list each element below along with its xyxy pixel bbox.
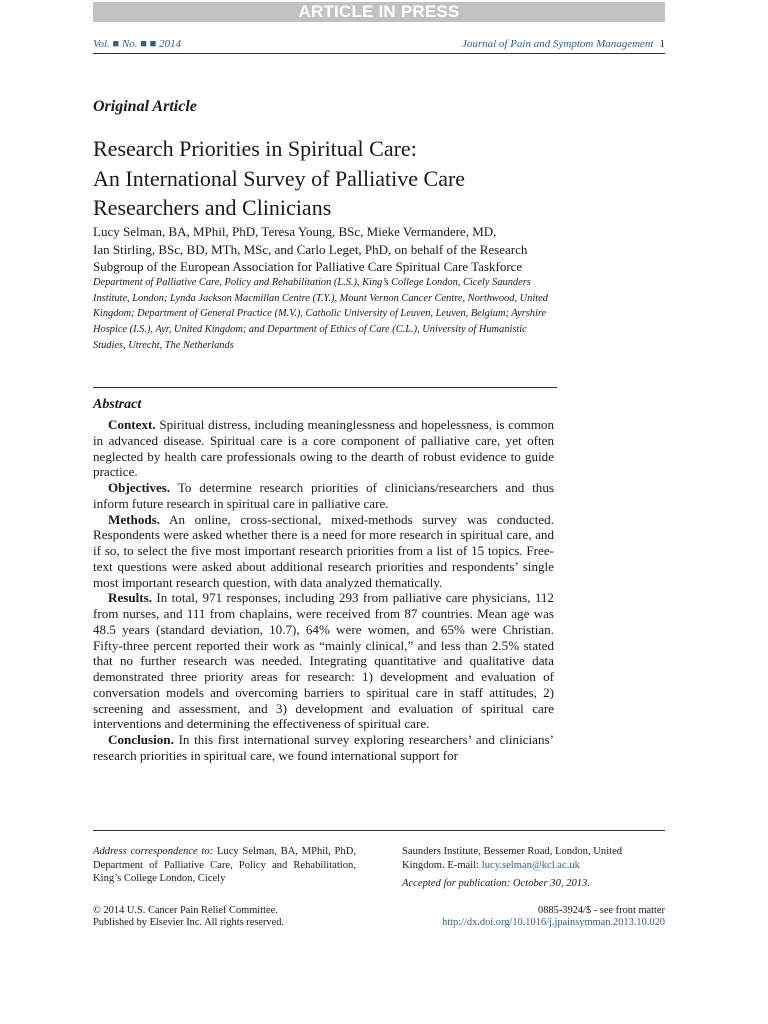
abstract-body: [93, 417, 554, 764]
footnote-divider: [93, 830, 665, 831]
author-line: Subgroup of the European Association for Palliative Care Spiritual Care Taskforce: [93, 259, 523, 275]
abstract-paragraph-methods: [93, 512, 554, 591]
copyright-line: © 2014 U.S. Cancer Pain Relief Committee.: [93, 905, 278, 916]
abstract-paragraph-conclusion: [93, 732, 554, 764]
abstract-heading: Abstract: [93, 397, 142, 412]
section-text: An online, cross-sectional, mixed-methods survey was conducted. Respondents were asked whether there is a need for more research in spiritual care, and if so, to select the five most important research priorities from a list of 15 topics. Free-text questions were asked about additional research priorities and respondents’ single most important research question, with data analyzed thematically.: [93, 511, 554, 590]
abstract-paragraph-objectives: [93, 480, 554, 512]
section-text: In this first international survey exploring researchers’ and clinicians’ research priorities in spiritual care, we found international support for: [93, 732, 554, 763]
copyright-notice: [93, 905, 393, 929]
correspondence-footnote-continued: [402, 845, 665, 891]
article-title: [93, 134, 563, 223]
article-type-label: Original Article: [93, 98, 197, 115]
divider: [93, 387, 557, 388]
section-text: In total, 971 responses, including 293 from palliative care physicians, 112 from nurses, and 111 from chaplains, were received from 87 countries. Mean age was 48.5 years (standard deviation, 10.7), 64% were women, and 65% were Christian. Fifty-three percent reported their work as “mainly clinical,” and less than 2.5% stated that no further research was needed. Integrating quantitative and qualitative data demonstrated three priority areas for research: 1) development and evaluation of conversation models and overcoming barriers to spiritual care in staff attitudes, 2) screening and assessment, and 3) development and evaluation of spiritual care interventions and determining the effectiveness of spiritual care.: [93, 590, 554, 732]
accepted-date: Accepted for publication: October 30, 2013.: [402, 878, 590, 889]
copyright-line: Published by Elsevier Inc. All rights reserved.: [93, 917, 285, 928]
author-list: [93, 223, 563, 276]
volume-info: Vol. ■ No. ■ ■ 2014: [93, 38, 182, 50]
email-link[interactable]: lucy.selman@kcl.ac.uk: [481, 859, 580, 871]
address-continued: Saunders Institute, Bessemer Road, London, United Kingdom. E-mail: lucy.selman@kcl.ac.uk: [402, 846, 623, 871]
affiliations: Department of Palliative Care, Policy and Rehabilitation (L.S.), King’s College London, Cicely Saunders Institute, London; Lynda Jackson Macmillan Centre (T.Y.), Mount Vernon Cancer Centre, Northwood, United Kingdom; Department of General Practice (M.V.), Catholic University of Leuven, Leuven, Belgium; Ayrshire Hospice (I.S.), Ayr, United Kingdom; and Department of Ethics of Care (C.L.), University of Humanistic Studies, Utrecht, The Netherlands: [93, 277, 548, 351]
section-label: Conclusion.: [108, 732, 174, 747]
journal-name[interactable]: Journal of Pain and Symptom Management: [461, 38, 654, 50]
page-number: 1: [659, 38, 665, 50]
correspondence-footnote: [93, 845, 356, 886]
address-text: Lucy Selman, BA, MPhil, PhD, Department of Palliative Care, Policy and Rehabilitation, King’s College London, Cicely: [93, 846, 356, 884]
section-label: Context.: [108, 417, 156, 432]
title-line: Researchers and Clinicians: [93, 195, 332, 220]
title-line: An International Survey of Palliative Care: [93, 165, 466, 191]
issn-text: 0885-3924/$ - see front matter: [538, 905, 665, 916]
section-label: Results.: [108, 590, 153, 606]
title-line: Research Priorities in Spiritual Care:: [93, 136, 417, 161]
author-line: Ian Stirling, BSc, BD, MTh, MSc, and Carlo Leget, PhD, on behalf of the Research: [93, 241, 528, 257]
journal-name-page: [462, 37, 665, 51]
author-line: Lucy Selman, BA, MPhil, PhD, Teresa Young, BSc, Mieke Vermandere, MD,: [93, 224, 497, 239]
address-label: Address correspondence to:: [93, 846, 214, 857]
doi-link[interactable]: http://dx.doi.org/10.1016/j.jpainsymman.2013.10.020: [442, 917, 665, 928]
abstract-paragraph-context: [93, 417, 554, 480]
section-label: Objectives.: [108, 480, 171, 495]
abstract-paragraph-results: [93, 590, 554, 732]
article-in-press-banner: ARTICLE IN PRESS: [93, 2, 665, 22]
running-head: [93, 37, 665, 54]
issn-block: [365, 905, 665, 929]
section-label: Methods.: [108, 511, 161, 527]
section-text: Spiritual distress, including meaninglessness and hopelessness, is common in advanced disease. Spiritual care is a core component of palliative care, yet often neglected by health care professionals owing to the dearth of robust evidence to guide practice.: [93, 417, 554, 480]
section-text: To determine research priorities of clinicians/researchers and thus inform future research in spiritual care in palliative care.: [93, 480, 554, 511]
